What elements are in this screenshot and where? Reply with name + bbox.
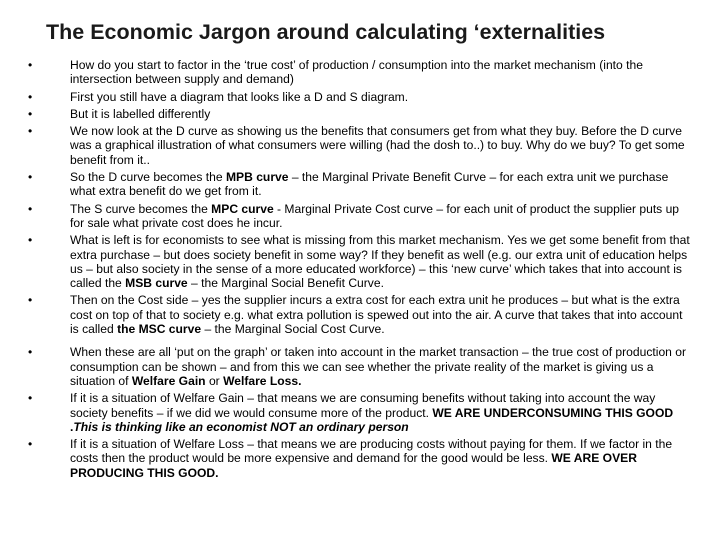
bullet-emphasis-text: Welfare Gain	[131, 373, 206, 388]
bullet-item	[22, 345, 694, 388]
bullet-text: We now look at the D curve as showing us the benefits that consumers get from what they buy. Before the D curve was a graphical illustration of what consumers were willing (had the dosh to..) to buy. Why do we buy? To get some benefit from it..	[70, 124, 685, 167]
bullet-text: When these are all ‘put on the graph’ or taken into account in the market transaction – the true cost of production or consumption can be shown – and from this we can see whether the private reality of the market is giving us a situation of	[70, 345, 687, 388]
bullet-item	[22, 90, 694, 104]
bullet-text: or	[205, 373, 224, 388]
bullet-item	[22, 391, 694, 434]
bullet-text: But it is labelled differently	[70, 106, 211, 121]
bullet-text: – the Marginal Private Benefit Curve – for each extra unit we purchase what extra benefit do we get from it.	[70, 170, 669, 199]
bullet-dot-icon: •	[28, 58, 33, 72]
bullet-dot-icon: •	[28, 89, 33, 104]
bullet-text: - Marginal Private Cost curve – for each unit of product the supplier puts up for sale what private cost does he incur.	[70, 201, 680, 230]
bullet-text: Then on the Cost side – yes the supplier incurs a extra cost for each extra unit he produces – but what is the extra cost on top of that to society e.g. what extra pollution is spewed out into the air. A curve that takes that into account is called	[70, 293, 683, 337]
bullet-list	[22, 58, 694, 483]
bullet-item	[22, 233, 694, 290]
bullet-item	[22, 202, 694, 231]
bullet-dot-icon: •	[28, 437, 33, 452]
bullet-text: How do you start to factor in the ‘true cost’ of production / consumption into the market mechanism (into the intersection between supply and demand)	[70, 58, 643, 87]
bullet-item	[22, 58, 694, 87]
bullet-text: If it is a situation of Welfare Loss – that means we are producing costs without paying for them. If we factor in the costs then the product would be more expensive and demand for the good would be less.	[70, 437, 673, 466]
bullet-text: – the Marginal Social Cost Curve.	[201, 322, 385, 337]
bullet-emphasis-text: the MSC curve	[117, 322, 202, 337]
bullet-emphasis-text: MPC curve	[211, 201, 274, 216]
bullet-dot-icon: •	[28, 106, 33, 121]
bullet-text: So the D curve becomes the	[70, 170, 226, 185]
bullet-text: What is left is for economists to see what is missing from this market mechanism. Yes we get some benefit from that extra purchase – but does society benefit in some way? If they benefit as well (e.g. our extra unit of education helps us – but also society in the sense of a more educated workforce) – this ‘new curve’ which takes that into account is called the	[70, 233, 690, 291]
bullet-dot-icon: •	[28, 233, 33, 248]
bullet-emphasis-text: This is thinking like an economist NOT an ordinary person	[73, 419, 409, 434]
bullet-item	[22, 107, 694, 121]
bullet-dot-icon: •	[28, 345, 33, 360]
bullet-item	[22, 293, 694, 336]
bullet-text: – the Marginal Social Benefit Curve.	[187, 276, 384, 291]
bullet-text: First you still have a diagram that looks like a D and S diagram.	[70, 89, 409, 104]
bullet-item	[22, 124, 694, 167]
bullet-emphasis-text: WE ARE OVER PRODUCING THIS GOOD.	[70, 451, 637, 480]
bullet-text: If it is a situation of Welfare Gain – that means we are consuming benefits without taking into account the way society benefits – if we did we would consume more of the product.	[70, 391, 656, 420]
bullet-text: The S curve becomes the	[70, 201, 212, 216]
bullet-dot-icon: •	[28, 293, 33, 308]
bullet-item	[22, 170, 694, 199]
bullet-emphasis-text: Welfare Loss.	[223, 373, 302, 388]
bullet-emphasis-text: MPB curve	[225, 170, 289, 185]
bullet-dot-icon: •	[28, 170, 33, 185]
bullet-emphasis-text: MSB curve	[125, 276, 188, 291]
bullet-item	[22, 437, 694, 480]
bullet-emphasis-text: WE ARE UNDERCONSUMING THIS GOOD .	[70, 405, 674, 434]
bullet-dot-icon: •	[28, 124, 33, 139]
bullet-dot-icon: •	[28, 391, 33, 406]
bullet-dot-icon: •	[28, 201, 33, 216]
slide-title: The Economic Jargon around calculating ‘externalities	[46, 20, 606, 44]
